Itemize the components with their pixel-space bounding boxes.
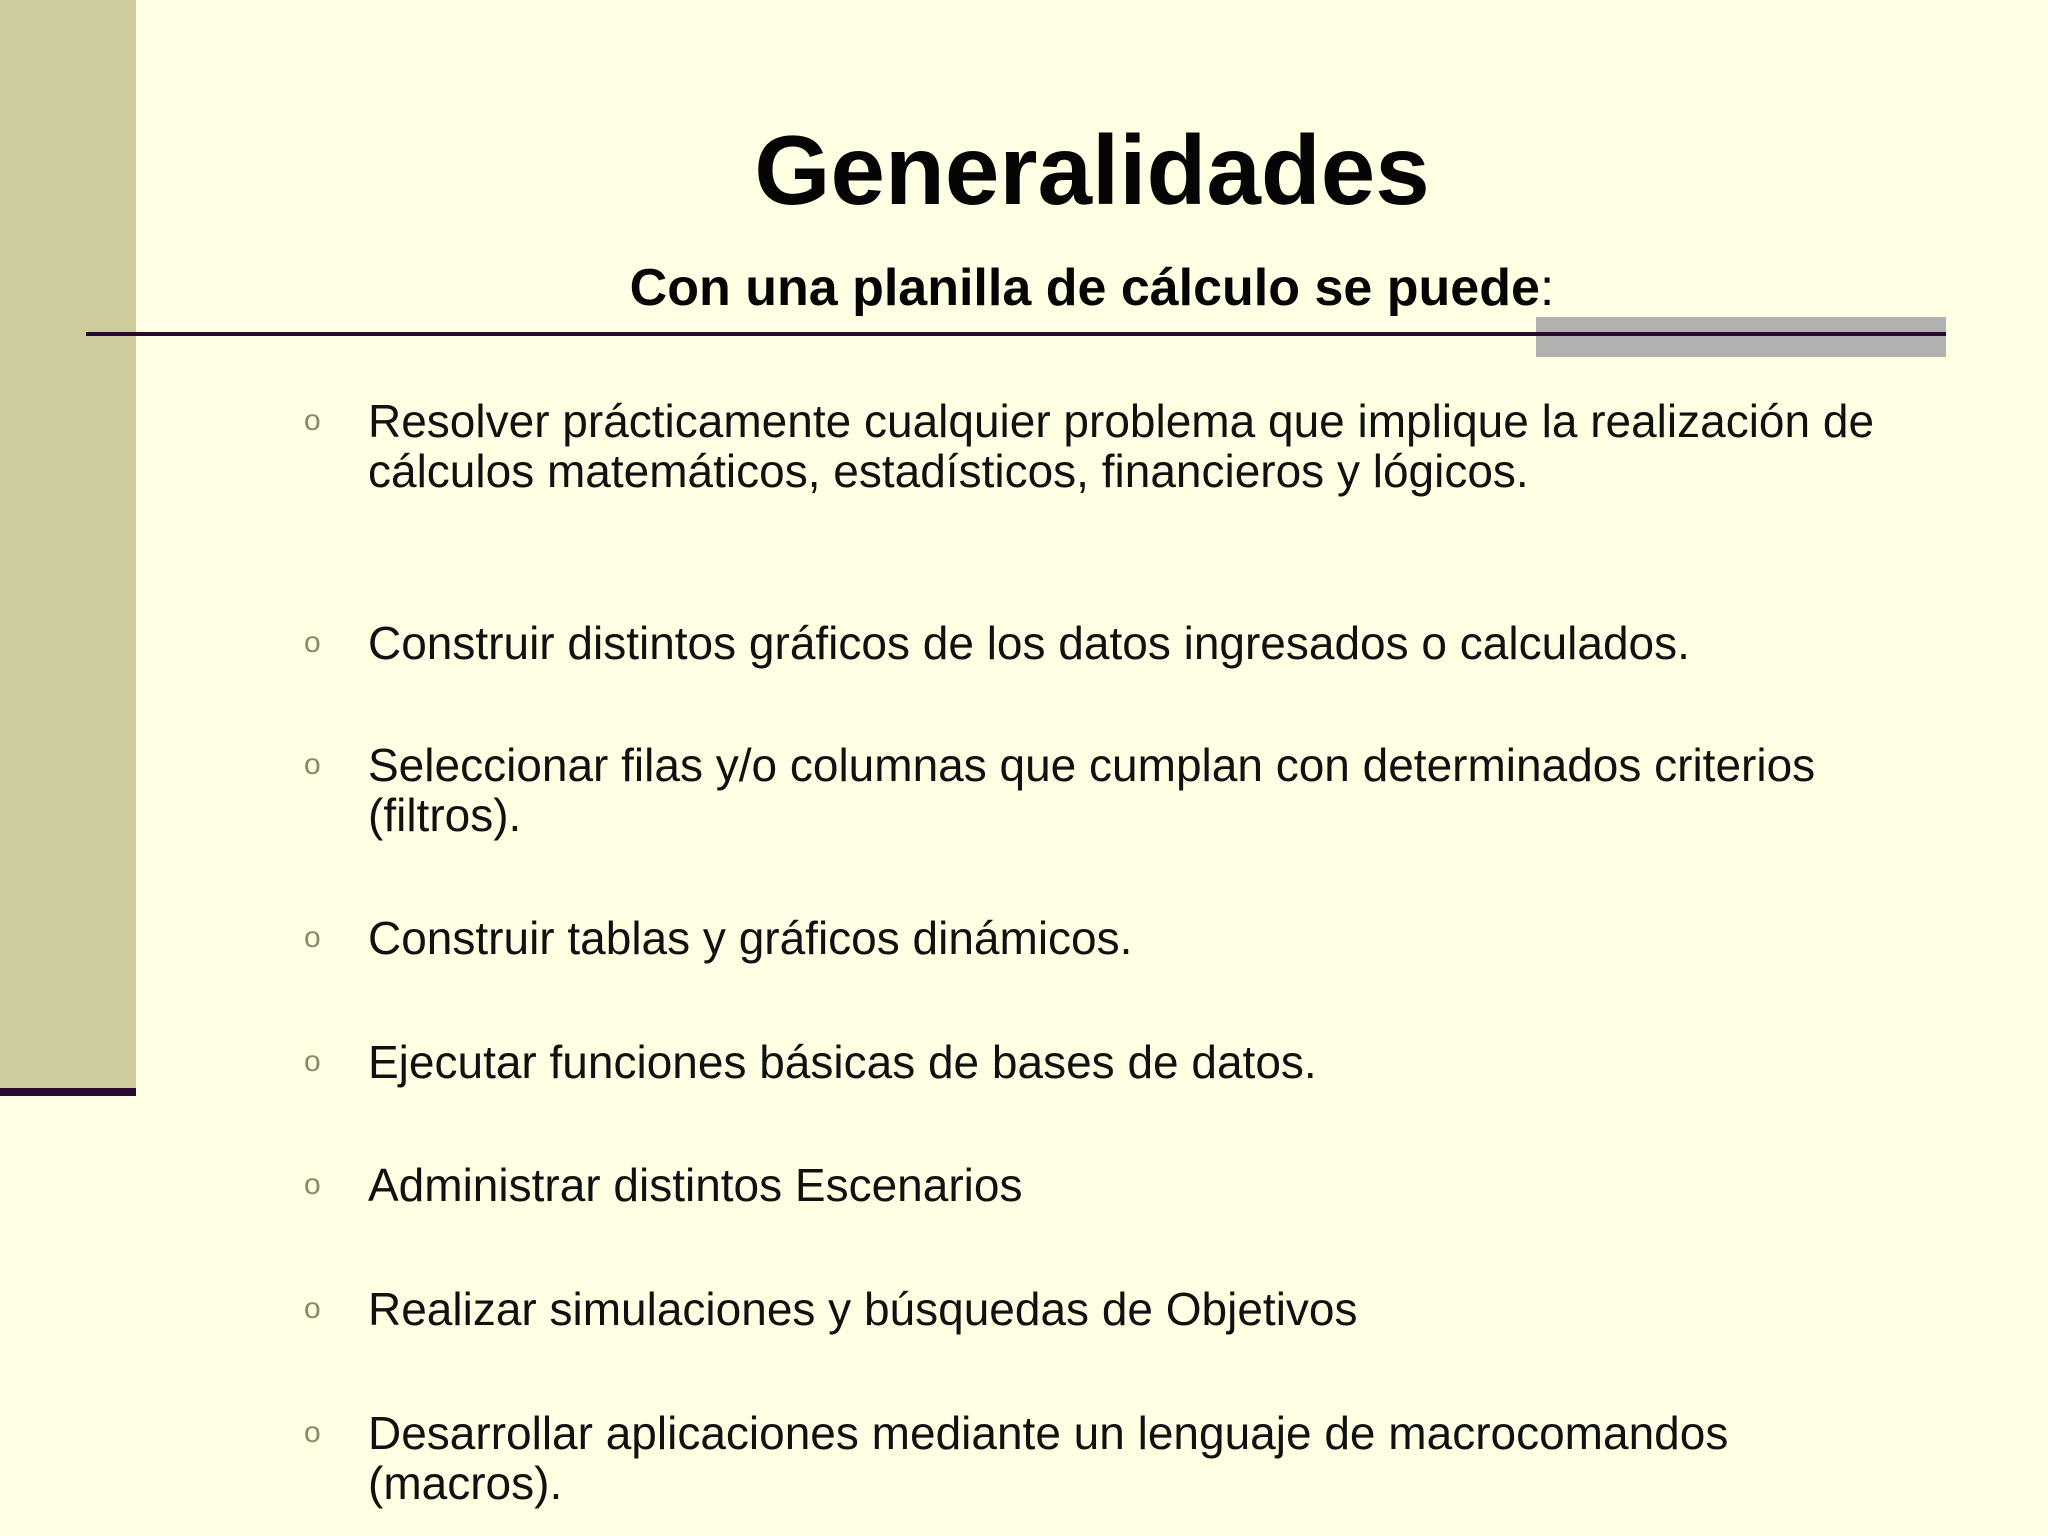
bullet-marker-icon: o xyxy=(304,921,321,954)
bullet-text: Seleccionar filas y/o columnas que cumplan con determinados criterios (filtros). xyxy=(368,739,1816,841)
bullet-marker-icon: o xyxy=(304,1168,321,1201)
slide-title: Generalidades xyxy=(754,115,1430,225)
bullet-marker-icon: o xyxy=(304,626,321,659)
bullet-text: Construir tablas y gráficos dinámicos. xyxy=(368,912,1133,964)
bullet-text: Realizar simulaciones y búsquedas de Objetivos xyxy=(368,1283,1358,1335)
bullet-text: Construir distintos gráficos de los datos ingresados o calculados. xyxy=(368,617,1690,669)
bullet-text: Administrar distintos Escenarios xyxy=(368,1159,1023,1211)
bullet-marker-icon: o xyxy=(304,1416,321,1449)
bullet-text: Resolver prácticamente cualquier problema que implique la realización de cálculos matemáticos, estadísticos, financieros y lógicos. xyxy=(368,395,1875,497)
bullet-marker-icon: o xyxy=(304,1045,321,1078)
bullet-text: Desarrollar aplicaciones mediante un lenguaje de macrocomandos (macros). xyxy=(368,1407,1729,1509)
bullet-marker-icon: o xyxy=(304,748,321,781)
bullet-marker-icon: o xyxy=(304,1292,321,1325)
bullet-marker-icon: o xyxy=(304,404,321,437)
bullet-text: Ejecutar funciones básicas de bases de datos. xyxy=(368,1036,1317,1088)
subtitle-colon: : xyxy=(1539,259,1555,317)
subtitle-bold-text: Con una planilla de cálculo se puede xyxy=(629,259,1540,317)
